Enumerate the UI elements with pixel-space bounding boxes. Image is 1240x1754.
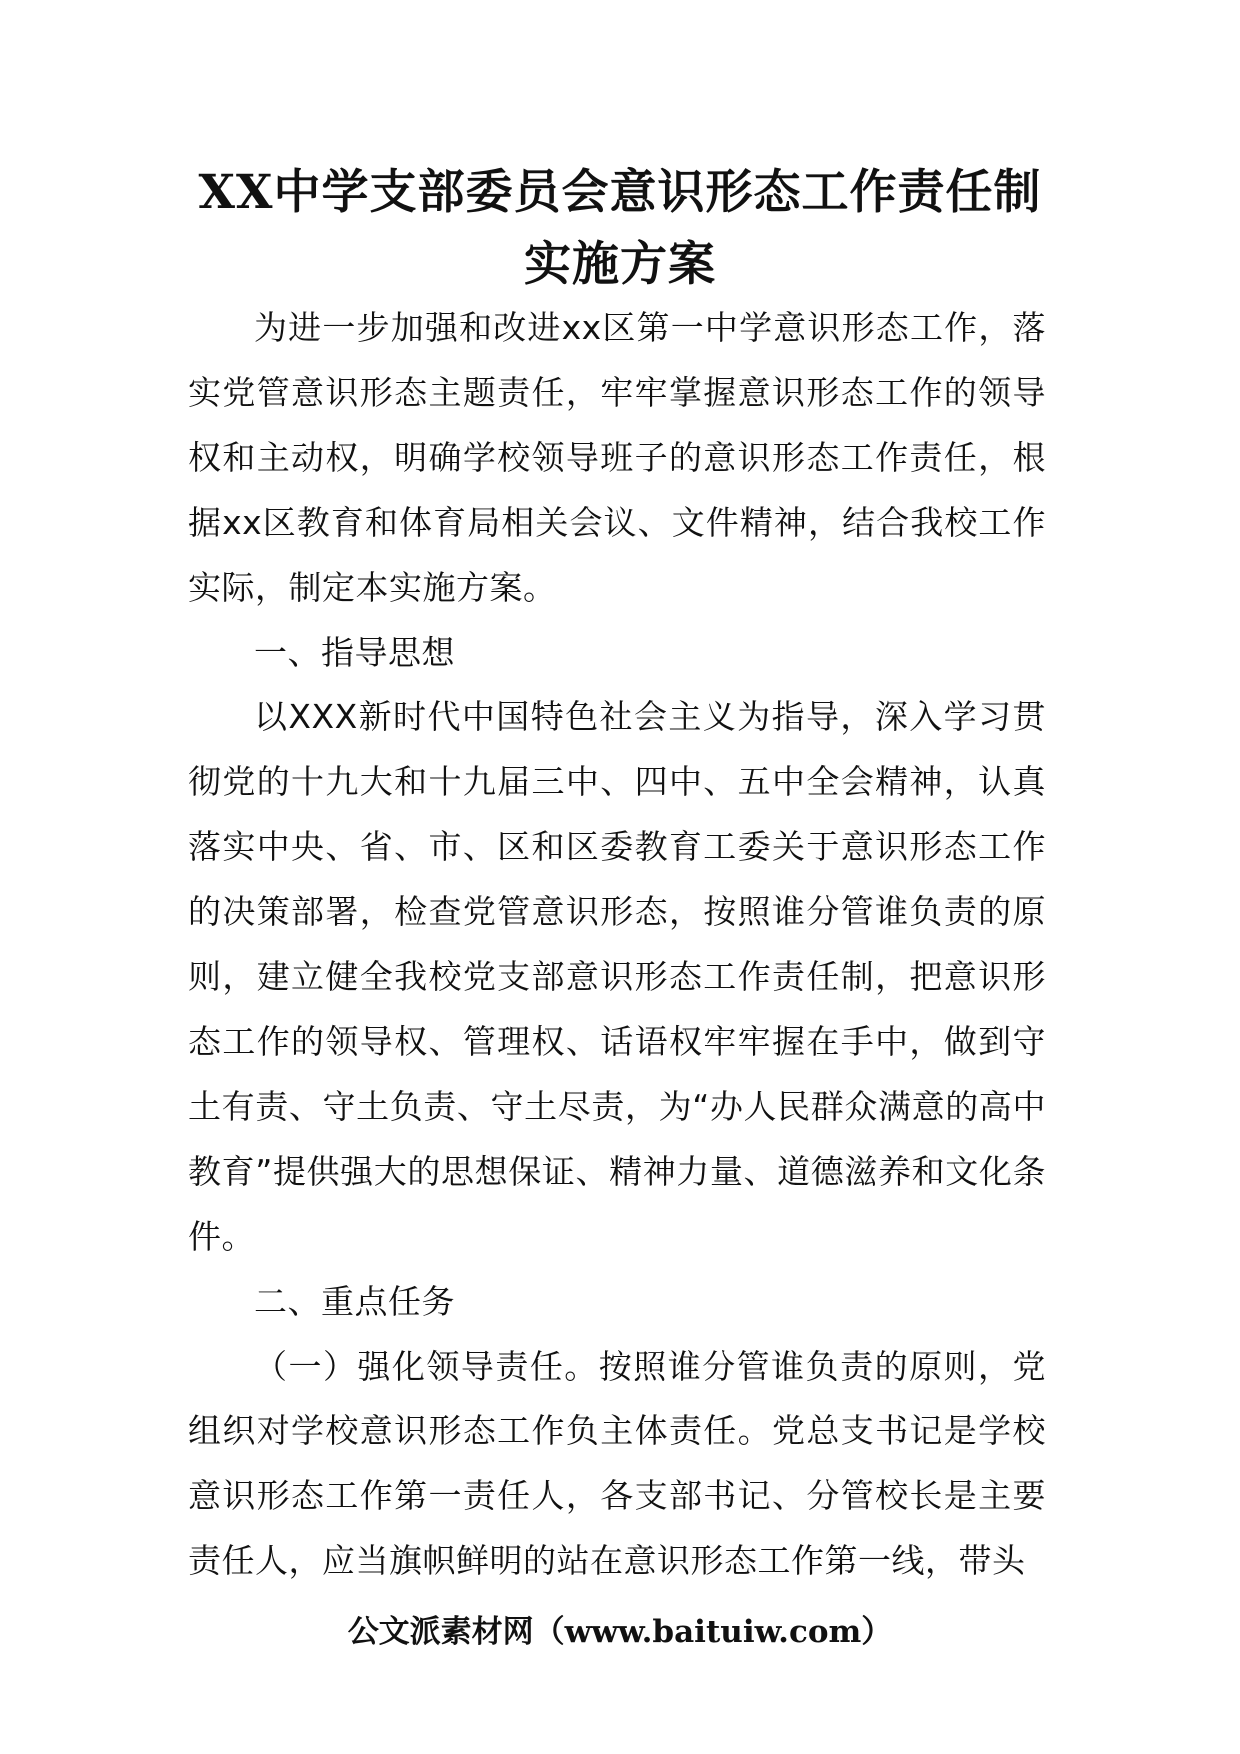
section-heading-key-tasks: 二、重点任务 bbox=[254, 1281, 455, 1321]
document-body bbox=[188, 296, 1046, 1594]
key-task-1-paragraph: （一）强化领导责任。按照谁分管谁负责的原则，党组织对学校意识形态工作负主体责任。党总支书记是学校意识形态工作第一责任人，各支部书记、分管校长是主要责任人，应当旗帜鲜明的站在意识形态工作第一线，带头 bbox=[188, 1346, 1046, 1581]
section-heading-guiding-ideology: 一、指导思想 bbox=[254, 632, 455, 672]
document-title-line-1: XX中学支部委员会意识形态工作责任制 bbox=[198, 165, 1042, 220]
guiding-ideology-paragraph: 以XXX新时代中国特色社会主义为指导，深入学习贯彻党的十九大和十九届三中、四中、五中全会精神，认真落实中央、省、市、区和区委教育工委关于意识形态工作的决策部署，检查党管意识形态，按照谁分管谁负责的原则，建立健全我校党支部意识形态工作责任制，把意识形态工作的领导权、管理权、话语权牢牢握在手中，做到守土有责、守土负责、守土尽责，为“办人民群众满意的高中教育”提供强大的思想保证、精神力量、道德滋养和文化条件。 bbox=[188, 697, 1046, 1256]
page-footer-watermark: 公文派素材网（www.baituiw.com） bbox=[347, 1614, 893, 1650]
document-title-line-2: 实施方案 bbox=[524, 237, 716, 292]
intro-paragraph: 为进一步加强和改进xx区第一中学意识形态工作，落实党管意识形态主题责任，牢牢掌握意识形态工作的领导权和主动权，明确学校领导班子的意识形态工作责任，根据xx区教育和体育局相关会议、文件精神，结合我校工作实际，制定本实施方案。 bbox=[188, 308, 1046, 607]
